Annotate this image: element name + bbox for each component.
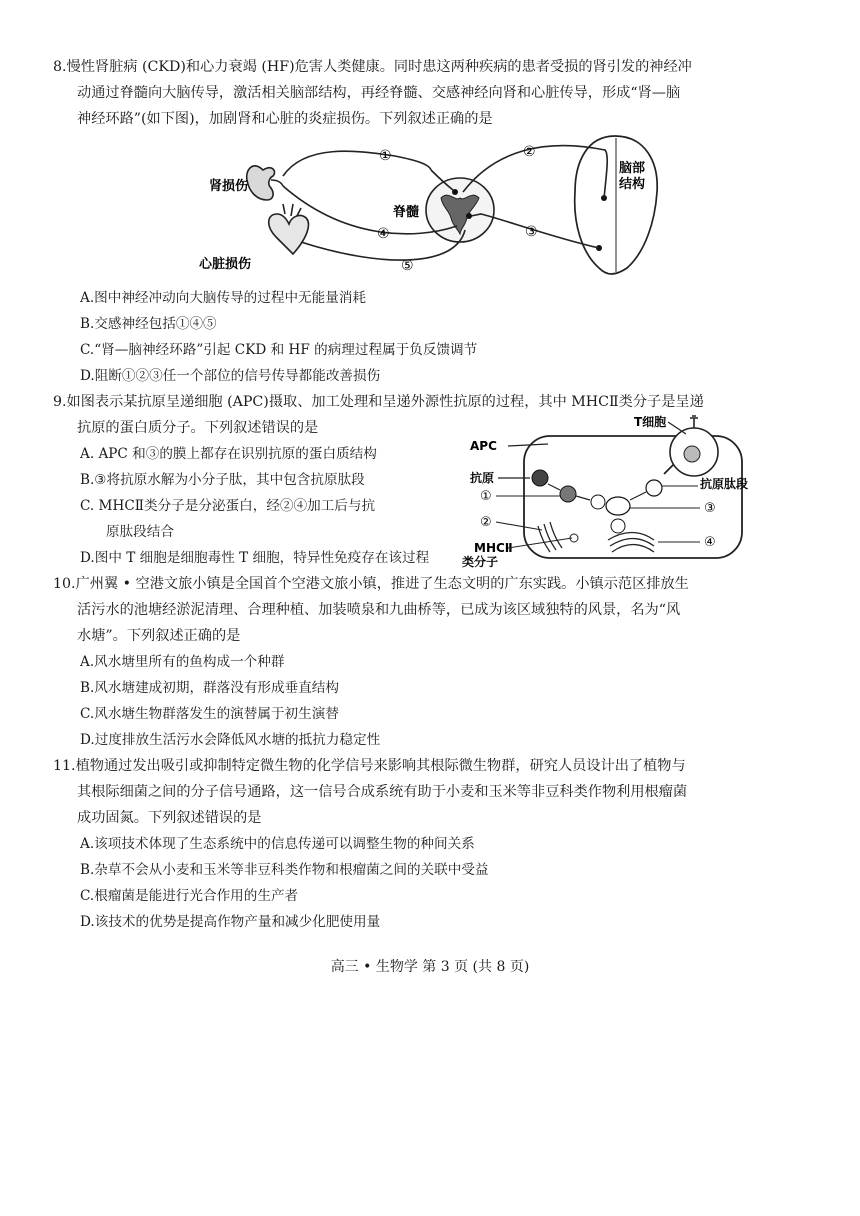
question-9-line-2: 抗原的蛋白质分子。下列叙述错误的是 bbox=[77, 420, 319, 436]
question-10-option-d: D.过度排放生活污水会降低风水塘的抵抗力稳定性 bbox=[80, 732, 381, 748]
callout-4: ④ bbox=[704, 535, 716, 550]
pathway-label-1: ① bbox=[379, 148, 392, 164]
apc-antigen-presentation-figure bbox=[462, 414, 776, 569]
callout-1: ① bbox=[480, 489, 492, 504]
spinal-cord-image bbox=[426, 178, 494, 242]
callout-3: ③ bbox=[704, 501, 716, 516]
question-10-option-a: A.风水塘里所有的鱼构成一个种群 bbox=[80, 654, 285, 670]
pathway-label-4: ④ bbox=[377, 226, 390, 242]
pathway-label-3: ③ bbox=[525, 224, 538, 240]
page-footer: 高三 • 生物学 第 3 页 (共 8 页) bbox=[330, 959, 530, 975]
callout-2: ② bbox=[480, 515, 492, 530]
question-11-option-d: D.该技术的优势是提高作物产量和减少化肥使用量 bbox=[80, 914, 381, 930]
question-9-option-a: A. APC 和③的膜上都存在识别抗原的蛋白质结构 bbox=[80, 446, 377, 462]
pathway-1 bbox=[283, 151, 431, 176]
mhc-label-line-1: MHCⅡ bbox=[474, 541, 513, 555]
brain-label-line-1: 脑部 bbox=[619, 161, 646, 176]
question-9-option-c: C. MHCⅡ类分子是分泌蛋白，经②④加工后与抗 bbox=[80, 498, 376, 514]
question-11-line-1: 11.植物通过发出吸引或抑制特定微生物的化学信号来影响其根际微生物群，研究人员设计出了植物与 bbox=[53, 758, 686, 774]
question-11-option-c: C.根瘤菌是能进行光合作用的生产者 bbox=[80, 888, 299, 904]
kidney-label: 肾损伤 bbox=[209, 179, 249, 194]
brain-label-line-2: 结构 bbox=[619, 177, 646, 192]
pathway-label-2: ② bbox=[523, 144, 536, 160]
kidney-image bbox=[247, 166, 283, 200]
antigen-peptide-label: 抗原肽段 bbox=[700, 477, 749, 491]
question-10-option-c: C.风水塘生物群落发生的演替属于初生演替 bbox=[80, 706, 339, 722]
question-11-option-a: A.该项技术体现了生态系统中的信息传递可以调整生物的种间关系 bbox=[80, 836, 475, 852]
spinal-cord-label: 脊髓 bbox=[393, 205, 420, 220]
mhc-label-line-2: 类分子 bbox=[462, 555, 499, 569]
question-8-option-d: D.阻断①②③任一个部位的信号传导都能改善损伤 bbox=[80, 368, 381, 384]
question-8-option-b: B.交感神经包括①④⑤ bbox=[80, 316, 217, 332]
question-9-option-b: B.③将抗原水解为小分子肽，其中包含抗原肽段 bbox=[80, 472, 365, 488]
apc-label: APC bbox=[470, 439, 497, 453]
heart-image bbox=[269, 204, 309, 254]
question-8-line-1: 8.慢性肾脏病 (CKD)和心力衰竭 (HF)危害人类健康。同时患这两种疾病的患者受损的肾引发的神经冲 bbox=[53, 59, 692, 75]
question-10-line-2: 活污水的池塘经淤泥清理、合理种植、加装喷泉和九曲桥等，已成为该区域独特的风景，名为“风 bbox=[77, 602, 681, 618]
t-cell-label: T细胞 bbox=[634, 415, 667, 429]
question-8-option-c: C.“肾—脑神经环路”引起 CKD 和 HF 的病理过程属于负反馈调节 bbox=[80, 342, 478, 358]
brain-image bbox=[575, 136, 657, 274]
question-11-option-b: B.杂草不会从小麦和玉米等非豆科类作物和根瘤菌之间的关联中受益 bbox=[80, 862, 489, 878]
question-10-line-3: 水塘”。下列叙述正确的是 bbox=[77, 628, 241, 644]
heart-label: 心脏损伤 bbox=[199, 257, 252, 272]
question-8-line-3: 神经环路”(如下图)，加剧肾和心脏的炎症损伤。下列叙述正确的是 bbox=[77, 111, 493, 127]
question-9-option-c-continued: 原肽段结合 bbox=[106, 524, 174, 540]
question-10-line-1: 10.广州翼 • 空港文旅小镇是全国首个空港文旅小镇，推进了生态文明的广东实践。小镇示范区排放生 bbox=[53, 576, 689, 592]
question-8-option-a: A.图中神经冲动向大脑传导的过程中无能量消耗 bbox=[80, 290, 367, 306]
antigen-label: 抗原 bbox=[470, 471, 495, 485]
kidney-brain-circuit-figure bbox=[195, 130, 675, 280]
question-8-line-2: 动通过脊髓向大脑传导，激活相关脑部结构，再经脊髓、交感神经向肾和心脏传导，形成“肾—脑 bbox=[77, 85, 681, 101]
antigen-particle bbox=[532, 470, 548, 486]
question-10-option-b: B.风水塘建成初期，群落没有形成垂直结构 bbox=[80, 680, 339, 696]
question-11-line-3: 成功固氮。下列叙述错误的是 bbox=[77, 810, 262, 826]
question-11-line-2: 其根际细菌之间的分子信号通路，这一信号合成系统有助于小麦和玉米等非豆科类作物利用根瘤菌 bbox=[77, 784, 688, 800]
question-9-option-d: D.图中 T 细胞是细胞毒性 T 细胞，特异性免疫存在该过程 bbox=[80, 550, 430, 566]
question-9-line-1: 9.如图表示某抗原呈递细胞 (APC)摄取、加工处理和呈递外源性抗原的过程，其中 MHCⅡ类分子是呈递 bbox=[53, 394, 704, 410]
pathway-label-5: ⑤ bbox=[401, 258, 414, 274]
